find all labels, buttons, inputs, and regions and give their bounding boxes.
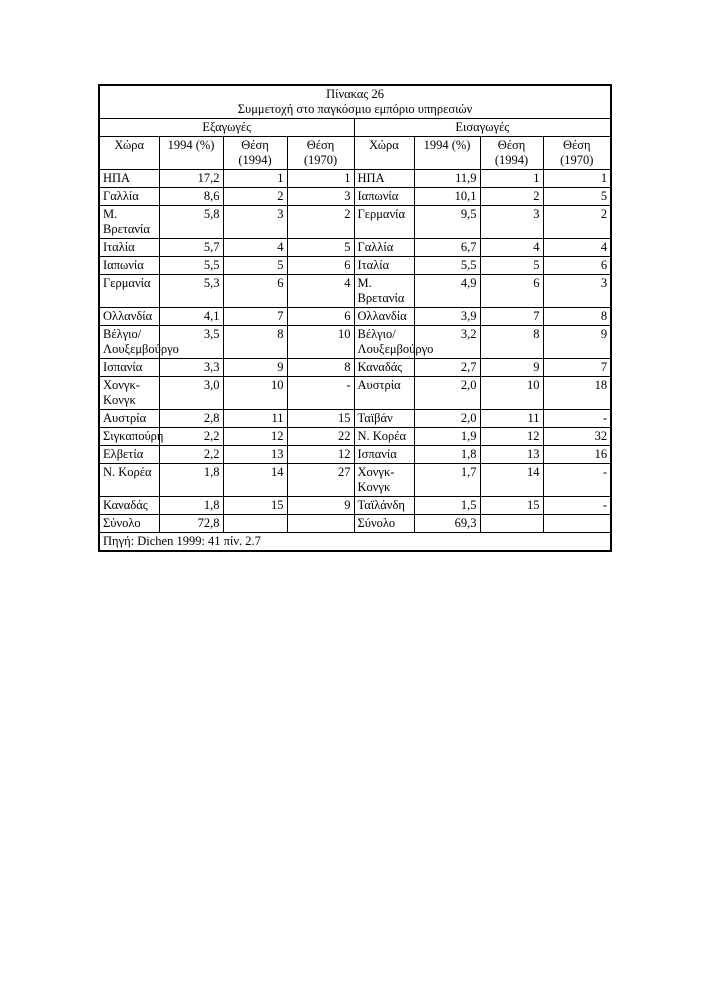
column-header-row	[99, 137, 611, 170]
header-share-1994: 1994 (%)	[414, 137, 480, 170]
imports-rank-1970: 9	[543, 326, 611, 359]
imports-rank-1994: 3	[480, 206, 543, 239]
imports-rank-1970: 32	[543, 428, 611, 446]
exports-rank-1970: 4	[287, 275, 354, 308]
header-rank-1994: Θέση (1994)	[480, 137, 543, 170]
table-row	[99, 275, 611, 308]
exports-country: Ολλανδία	[99, 308, 159, 326]
imports-total-label: Σύνολο	[354, 515, 414, 533]
imports-rank-1970: -	[543, 410, 611, 428]
total-row	[99, 515, 611, 533]
exports-rank-1970: 5	[287, 239, 354, 257]
imports-group-header: Εισαγωγές	[354, 119, 611, 137]
imports-rank-1994: 6	[480, 275, 543, 308]
table-row	[99, 170, 611, 188]
imports-share-1994: 2,7	[414, 359, 480, 377]
exports-rank-1994: 15	[223, 497, 287, 515]
exports-rank-1994: 8	[223, 326, 287, 359]
imports-rank-1970: 1	[543, 170, 611, 188]
exports-rank-1970: 12	[287, 446, 354, 464]
imports-share-1994: 2,0	[414, 377, 480, 410]
table-row	[99, 188, 611, 206]
imports-country: Γερμανία	[354, 206, 414, 239]
imports-country: Μ. Βρετανία	[354, 275, 414, 308]
table-row	[99, 257, 611, 275]
table-row	[99, 326, 611, 359]
exports-country: Σιγκαπούρη	[99, 428, 159, 446]
exports-rank-1994: 11	[223, 410, 287, 428]
imports-rank-1994: 7	[480, 308, 543, 326]
exports-country: ΗΠΑ	[99, 170, 159, 188]
imports-rank-1994: 2	[480, 188, 543, 206]
exports-share-1994: 2,2	[159, 428, 223, 446]
imports-share-1994: 10,1	[414, 188, 480, 206]
exports-rank-1970: 6	[287, 257, 354, 275]
exports-country: Βέλγιο/ Λουξεμβούργο	[99, 326, 159, 359]
exports-share-1994: 1,8	[159, 497, 223, 515]
exports-rank-1994: 2	[223, 188, 287, 206]
imports-rank-1994: 14	[480, 464, 543, 497]
exports-rank-1994: 12	[223, 428, 287, 446]
imports-rank-1970: 7	[543, 359, 611, 377]
exports-rank-1994: 1	[223, 170, 287, 188]
imports-rank-1994: 13	[480, 446, 543, 464]
imports-rank-1970: 16	[543, 446, 611, 464]
table-row	[99, 446, 611, 464]
table-row	[99, 359, 611, 377]
exports-share-1994: 17,2	[159, 170, 223, 188]
imports-share-1994: 1,8	[414, 446, 480, 464]
imports-share-1994: 6,7	[414, 239, 480, 257]
imports-rank-1970: -	[543, 464, 611, 497]
imports-share-1994: 1,7	[414, 464, 480, 497]
table-row	[99, 497, 611, 515]
exports-country: Ν. Κορέα	[99, 464, 159, 497]
imports-rank-1970: 6	[543, 257, 611, 275]
exports-total-label: Σύνολο	[99, 515, 159, 533]
imports-country: Καναδάς	[354, 359, 414, 377]
exports-country: Γερμανία	[99, 275, 159, 308]
table-row	[99, 410, 611, 428]
exports-rank-1970: 10	[287, 326, 354, 359]
imports-rank-1994: 4	[480, 239, 543, 257]
exports-rank-1970: 6	[287, 308, 354, 326]
exports-rank-1970: 8	[287, 359, 354, 377]
table-title: Πίνακας 26	[326, 87, 384, 101]
imports-rank-1970: 5	[543, 188, 611, 206]
imports-country: Ολλανδία	[354, 308, 414, 326]
exports-country: Καναδάς	[99, 497, 159, 515]
exports-rank-1994: 14	[223, 464, 287, 497]
table-caption	[99, 85, 611, 119]
imports-rank-1994: 5	[480, 257, 543, 275]
exports-rank-1994: 9	[223, 359, 287, 377]
exports-rank-1970: 22	[287, 428, 354, 446]
exports-rank-1970: 27	[287, 464, 354, 497]
imports-country: Γαλλία	[354, 239, 414, 257]
services-trade-table	[98, 84, 612, 552]
exports-share-1994: 1,8	[159, 464, 223, 497]
imports-share-1994: 11,9	[414, 170, 480, 188]
imports-rank-1994: 15	[480, 497, 543, 515]
table-row	[99, 308, 611, 326]
exports-share-1994: 3,0	[159, 377, 223, 410]
imports-share-1994: 1,5	[414, 497, 480, 515]
exports-rank-1970: -	[287, 377, 354, 410]
imports-share-1994: 2,0	[414, 410, 480, 428]
exports-share-1994: 3,3	[159, 359, 223, 377]
exports-rank-1994: 3	[223, 206, 287, 239]
exports-rank-1970: 1	[287, 170, 354, 188]
exports-rank-1994: 4	[223, 239, 287, 257]
exports-country: Ελβετία	[99, 446, 159, 464]
exports-country: Χονγκ-Κονγκ	[99, 377, 159, 410]
exports-rank-1970: 2	[287, 206, 354, 239]
exports-share-1994: 4,1	[159, 308, 223, 326]
imports-country: Ταϊβάν	[354, 410, 414, 428]
imports-rank-1994: 8	[480, 326, 543, 359]
exports-country: Μ. Βρετανία	[99, 206, 159, 239]
exports-country: Αυστρία	[99, 410, 159, 428]
imports-rank-1994: 12	[480, 428, 543, 446]
imports-country: Ιαπωνία	[354, 188, 414, 206]
imports-rank-1970: 3	[543, 275, 611, 308]
table-row	[99, 464, 611, 497]
header-share-1994: 1994 (%)	[159, 137, 223, 170]
table-row	[99, 428, 611, 446]
exports-share-1994: 5,8	[159, 206, 223, 239]
source-note: Πηγή: Dichen 1999: 41 πίν. 2.7	[99, 533, 611, 552]
imports-country: Αυστρία	[354, 377, 414, 410]
exports-share-1994: 5,3	[159, 275, 223, 308]
table-row	[99, 206, 611, 239]
imports-share-1994: 3,9	[414, 308, 480, 326]
imports-country: Ν. Κορέα	[354, 428, 414, 446]
imports-rank-1970: 8	[543, 308, 611, 326]
imports-country: Ισπανία	[354, 446, 414, 464]
imports-share-1994: 9,5	[414, 206, 480, 239]
exports-country: Γαλλία	[99, 188, 159, 206]
header-rank-1994: Θέση (1994)	[223, 137, 287, 170]
exports-rank-1994: 7	[223, 308, 287, 326]
exports-share-1994: 2,2	[159, 446, 223, 464]
table-subtitle: Συμμετοχή στο παγκόσμιο εμπόριο υπηρεσιών	[237, 102, 473, 116]
imports-country: ΗΠΑ	[354, 170, 414, 188]
imports-rank-1994: 9	[480, 359, 543, 377]
imports-rank-1970: 18	[543, 377, 611, 410]
exports-rank-1994: 5	[223, 257, 287, 275]
imports-share-1994: 4,9	[414, 275, 480, 308]
imports-rank-1994: 11	[480, 410, 543, 428]
exports-share-1994: 2,8	[159, 410, 223, 428]
imports-share-1994: 1,9	[414, 428, 480, 446]
imports-rank-1994: 1	[480, 170, 543, 188]
exports-share-1994: 5,7	[159, 239, 223, 257]
table-row	[99, 377, 611, 410]
exports-country: Ιταλία	[99, 239, 159, 257]
imports-total-value: 69,3	[414, 515, 480, 533]
header-rank-1970: Θέση (1970)	[287, 137, 354, 170]
exports-country: Ιαπωνία	[99, 257, 159, 275]
exports-share-1994: 8,6	[159, 188, 223, 206]
exports-group-header: Εξαγωγές	[99, 119, 354, 137]
header-country: Χώρα	[99, 137, 159, 170]
imports-share-1994: 5,5	[414, 257, 480, 275]
exports-rank-1970: 3	[287, 188, 354, 206]
header-country: Χώρα	[354, 137, 414, 170]
imports-country: Βέλγιο/ Λουξεμβούργο	[354, 326, 414, 359]
exports-rank-1970: 9	[287, 497, 354, 515]
exports-rank-1994: 10	[223, 377, 287, 410]
exports-rank-1994: 13	[223, 446, 287, 464]
imports-rank-1970: 2	[543, 206, 611, 239]
imports-country: Ταϊλάνδη	[354, 497, 414, 515]
exports-rank-1994: 6	[223, 275, 287, 308]
exports-rank-1970: 15	[287, 410, 354, 428]
imports-rank-1970: 4	[543, 239, 611, 257]
exports-share-1994: 3,5	[159, 326, 223, 359]
imports-country: Ιταλία	[354, 257, 414, 275]
imports-rank-1994: 10	[480, 377, 543, 410]
exports-country: Ισπανία	[99, 359, 159, 377]
imports-share-1994: 3,2	[414, 326, 480, 359]
exports-total-value: 72,8	[159, 515, 223, 533]
table-row	[99, 239, 611, 257]
imports-country: Χονγκ-Κονγκ	[354, 464, 414, 497]
imports-rank-1970: -	[543, 497, 611, 515]
header-rank-1970: Θέση (1970)	[543, 137, 611, 170]
exports-share-1994: 5,5	[159, 257, 223, 275]
